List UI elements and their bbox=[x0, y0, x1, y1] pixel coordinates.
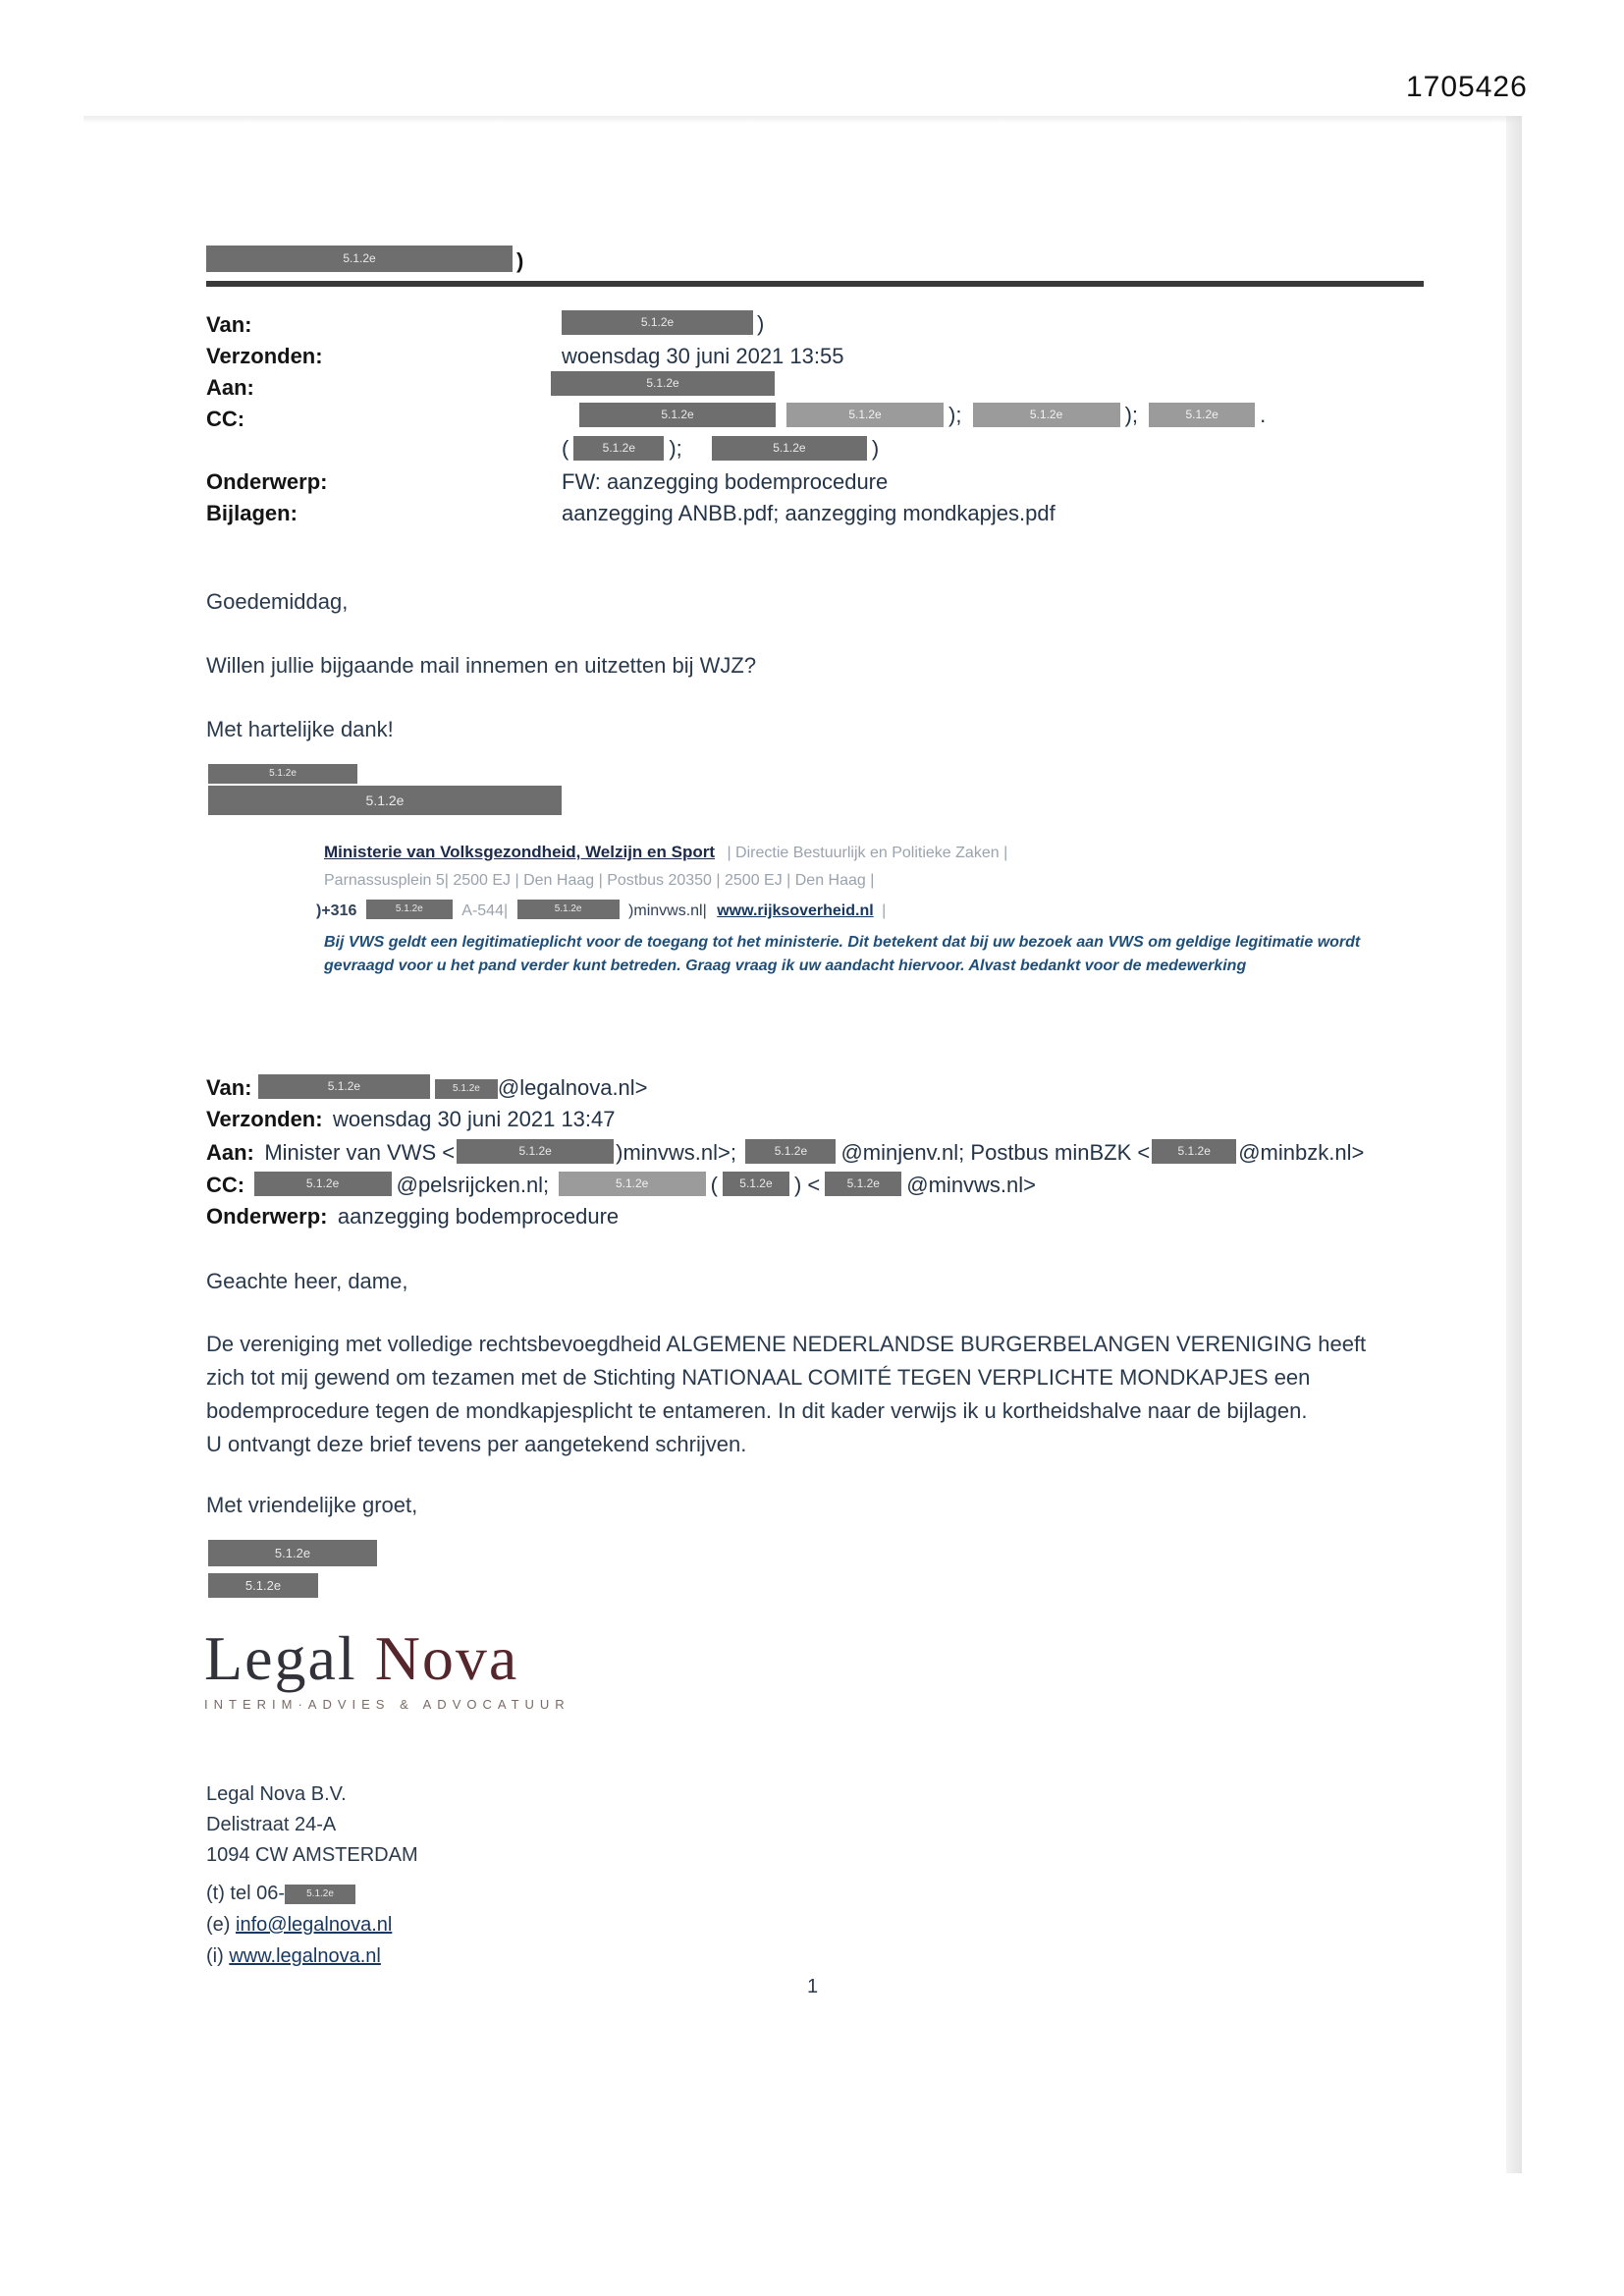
body-thanks: Met hartelijke dank! bbox=[206, 717, 394, 741]
van-label: Van: bbox=[206, 1075, 252, 1100]
phone-prefix: (t) tel 06- bbox=[206, 1883, 286, 1904]
paragraph-line: U ontvangt deze brief tevens per aangetekend schrijven. bbox=[206, 1432, 747, 1456]
redaction-bar: 5.1.2e bbox=[208, 1540, 377, 1566]
onderwerp-value: aanzegging bodemprocedure bbox=[337, 1204, 620, 1229]
closing-text: Met vriendelijke groet, bbox=[206, 1493, 418, 1517]
email2-verzonden-line bbox=[206, 1107, 616, 1132]
redaction-bar: 5.1.2e bbox=[1149, 403, 1255, 427]
page-number: 1 bbox=[807, 1976, 819, 1997]
van-suffix: @legalnova.nl> bbox=[497, 1075, 648, 1100]
contact-block bbox=[206, 1878, 392, 1972]
logo-wordmark bbox=[204, 1622, 570, 1695]
van-value bbox=[562, 310, 764, 337]
redaction-bar: 5.1.2e bbox=[208, 1573, 318, 1598]
body-line-1: Willen jullie bijgaande mail innemen en uitzetten bij WJZ? bbox=[206, 653, 757, 678]
redaction-bar: 5.1.2e bbox=[366, 900, 453, 919]
aan-value bbox=[551, 371, 775, 397]
verzonden-value: woensdag 30 juni 2021 13:55 bbox=[562, 344, 844, 368]
bijlagen-value: aanzegging ANBB.pdf; aanzegging mondkapjes.pdf bbox=[562, 501, 1056, 525]
email2-paragraph bbox=[206, 1328, 1366, 1461]
top-redaction-row bbox=[206, 246, 523, 274]
cc-value-line2 bbox=[562, 436, 879, 462]
redaction-bar: 5.1.2e bbox=[285, 1885, 355, 1904]
cc2-open: ( bbox=[562, 436, 569, 461]
redaction-bar: 5.1.2e bbox=[551, 371, 775, 396]
email-line bbox=[206, 1909, 392, 1941]
paragraph-line: De vereniging met volledige rechtsbevoegdheid ALGEMENE NEDERLANDSE BURGERBELANGEN VERENIGING heeft bbox=[206, 1332, 1367, 1356]
scan-edge-shadow bbox=[1506, 116, 1522, 2173]
ministry-org-line bbox=[324, 843, 1007, 862]
cc2-sep: ); bbox=[669, 436, 682, 461]
cc-label: CC: bbox=[206, 1173, 245, 1197]
ministry-website-suffix: | bbox=[882, 902, 887, 919]
company-name: Legal Nova B.V. bbox=[206, 1783, 347, 1805]
cc-part1: @pelsrijcken.nl; bbox=[396, 1173, 550, 1197]
website-link[interactable]: www.legalnova.nl bbox=[229, 1945, 381, 1967]
city-address: 1094 CW AMSTERDAM bbox=[206, 1844, 418, 1866]
web-line bbox=[206, 1941, 392, 1972]
phone-line bbox=[206, 1878, 392, 1909]
cc-part2: ( bbox=[710, 1173, 718, 1197]
aan-part1: Minister van VWS < bbox=[264, 1140, 456, 1165]
redaction-bar: 5.1.2e bbox=[712, 436, 867, 461]
redaction-bar: 5.1.2e bbox=[208, 764, 357, 784]
redaction-bar: 5.1.2e bbox=[208, 786, 562, 815]
onderwerp-value: FW: aanzegging bodemprocedure bbox=[562, 469, 889, 494]
salutation-text: Geachte heer, dame, bbox=[206, 1269, 408, 1293]
bijlagen-label: Bijlagen: bbox=[206, 501, 298, 525]
email-link[interactable]: info@legalnova.nl bbox=[236, 1914, 393, 1936]
verzonden-label: Verzonden: bbox=[206, 1107, 323, 1131]
cc-part4: @minvws.nl> bbox=[906, 1173, 1037, 1197]
ministry-email-suffix: )minvws.nl| bbox=[628, 902, 707, 919]
aan-part3: @minjenv.nl; Postbus minBZK < bbox=[840, 1140, 1151, 1165]
aan-label: Aan: bbox=[206, 375, 254, 400]
sender-redaction-1 bbox=[208, 1540, 377, 1566]
redaction-bar: 5.1.2e bbox=[973, 403, 1120, 427]
scan-top-shadow bbox=[83, 116, 1522, 124]
redaction-bar: 5.1.2e bbox=[435, 1079, 498, 1099]
ministry-contact-line bbox=[316, 900, 886, 920]
cc2-close: ) bbox=[871, 436, 880, 461]
ministry-org: Ministerie van Volksgezondheid, Welzijn en Sport bbox=[324, 843, 715, 861]
aan-label: Aan: bbox=[206, 1140, 254, 1165]
cc-label: CC: bbox=[206, 407, 245, 431]
web-prefix: (i) bbox=[206, 1945, 224, 1967]
redaction-bar: 5.1.2e bbox=[254, 1172, 392, 1196]
logo-text-nova: Nova bbox=[374, 1623, 519, 1693]
redaction-bar: 5.1.2e bbox=[559, 1172, 706, 1196]
paragraph-line: zich tot mij gewend om tezamen met de Stichting NATIONAAL COMITÉ TEGEN VERPLICHTE MONDKAPJES een bbox=[206, 1365, 1311, 1390]
redaction-bar: 5.1.2e bbox=[723, 1172, 789, 1196]
redaction-bar: 5.1.2e bbox=[786, 403, 944, 427]
greeting-text: Goedemiddag, bbox=[206, 589, 349, 614]
cc-dot: . bbox=[1260, 403, 1267, 427]
aan-part4: @minbzk.nl> bbox=[1238, 1140, 1365, 1165]
email-prefix: (e) bbox=[206, 1914, 231, 1936]
logo-text-legal: Legal bbox=[204, 1623, 357, 1693]
paragraph-line: bodemprocedure tegen de mondkapjesplicht te entameren. In dit kader verwijs ik u kortheidshalve naar de bijlagen. bbox=[206, 1398, 1308, 1423]
email2-cc-line bbox=[206, 1172, 1036, 1198]
ministry-phone-prefix: )+316 bbox=[316, 902, 357, 919]
address-block bbox=[206, 1779, 418, 1871]
email2-van-line bbox=[206, 1074, 648, 1101]
onderwerp-label: Onderwerp: bbox=[206, 469, 328, 494]
header-divider-rule bbox=[206, 281, 1424, 287]
van-suffix: ) bbox=[757, 311, 765, 336]
redaction-bar: 5.1.2e bbox=[745, 1139, 836, 1164]
van-label: Van: bbox=[206, 312, 252, 337]
redaction-bar: 5.1.2e bbox=[562, 310, 753, 335]
redaction-bar: 5.1.2e bbox=[579, 403, 776, 427]
email2-onderwerp-line bbox=[206, 1204, 619, 1230]
redaction-bar: 5.1.2e bbox=[573, 436, 664, 461]
top-paren: ) bbox=[516, 248, 524, 273]
cc-part3: ) < bbox=[793, 1173, 821, 1197]
rijksoverheid-link[interactable]: www.rijksoverheid.nl bbox=[717, 902, 874, 919]
ministry-disclaimer: Bij VWS geldt een legitimatieplicht voor de toegang tot het ministerie. Dit betekent dat bij uw bezoek aan VWS om geldige legitimatie wordt gevraagd voor u het pand verder kunt betreden. Graag vraag ik uw aandacht hiervoor. Alvast bedankt voor de medewerking bbox=[324, 934, 1361, 974]
cc-value-line1 bbox=[579, 403, 1266, 428]
onderwerp-label: Onderwerp: bbox=[206, 1204, 328, 1229]
redaction-bar: 5.1.2e bbox=[258, 1074, 430, 1099]
cc-sep2: ); bbox=[1124, 403, 1139, 427]
verzonden-label: Verzonden: bbox=[206, 344, 323, 368]
document-number: 1705426 bbox=[1406, 71, 1528, 103]
sender-redaction-2 bbox=[208, 1573, 318, 1598]
redaction-bar: 5.1.2e bbox=[1152, 1139, 1236, 1164]
signature-redaction-large bbox=[208, 786, 562, 815]
redaction-bar: 5.1.2e bbox=[517, 900, 620, 919]
ministry-dept: | Directie Bestuurlijk en Politieke Zaken | bbox=[727, 845, 1008, 861]
aan-part2: )minvws.nl>; bbox=[616, 1140, 736, 1165]
street-address: Delistraat 24-A bbox=[206, 1814, 337, 1835]
redaction-bar: 5.1.2e bbox=[457, 1139, 614, 1164]
logo-tagline: INTERIM·ADVIES & ADVOCATUUR bbox=[204, 1697, 570, 1712]
ministry-phone-mid: A-544| bbox=[461, 902, 509, 919]
ministry-address: Parnassusplein 5| 2500 EJ | Den Haag | Postbus 20350 | 2500 EJ | Den Haag | bbox=[324, 872, 875, 889]
signature-redaction-small bbox=[208, 764, 357, 784]
verzonden-value: woensdag 30 juni 2021 13:47 bbox=[333, 1107, 616, 1131]
redaction-bar: 5.1.2e bbox=[206, 246, 513, 272]
cc-sep1: ); bbox=[948, 403, 962, 427]
redaction-bar: 5.1.2e bbox=[825, 1172, 901, 1196]
legal-nova-logo bbox=[204, 1622, 570, 1712]
email2-aan-line bbox=[206, 1139, 1364, 1166]
